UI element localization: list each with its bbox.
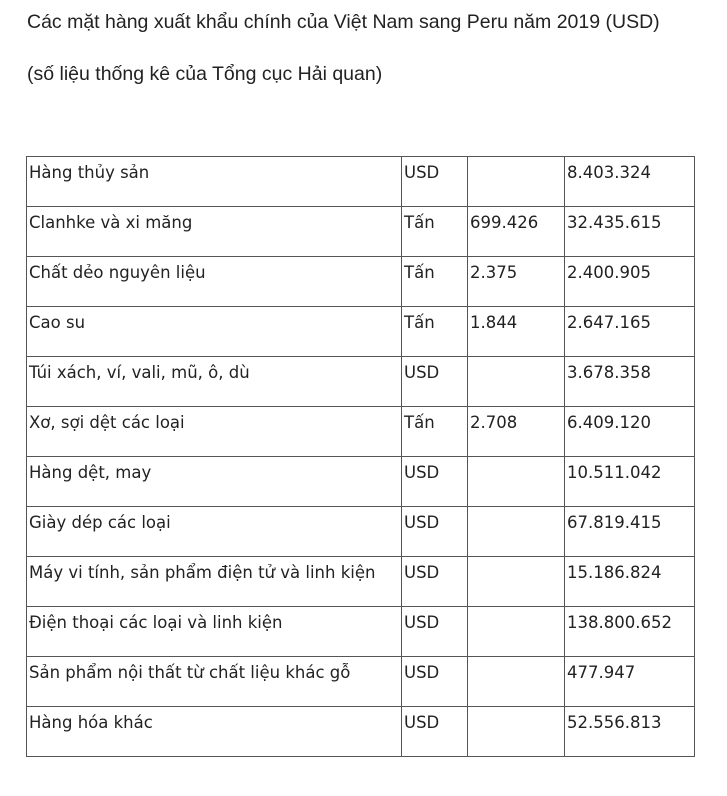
item-cell: Túi xách, ví, vali, mũ, ô, dù xyxy=(27,357,402,407)
item-cell: Chất dẻo nguyên liệu xyxy=(27,257,402,307)
value-cell: 15.186.824 xyxy=(565,557,695,607)
table-row xyxy=(27,307,695,357)
value-cell: 2.647.165 xyxy=(565,307,695,357)
table-row xyxy=(27,157,695,207)
unit-cell: Tấn xyxy=(402,307,468,357)
export-table-body xyxy=(27,157,695,757)
table-row xyxy=(27,207,695,257)
quantity-cell xyxy=(468,357,565,407)
table-row xyxy=(27,507,695,557)
item-cell: Cao su xyxy=(27,307,402,357)
item-cell: Hàng dệt, may xyxy=(27,457,402,507)
unit-cell: USD xyxy=(402,607,468,657)
quantity-cell xyxy=(468,457,565,507)
page-title: Các mặt hàng xuất khẩu chính của Việt Nam sang Peru năm 2019 (USD) xyxy=(27,11,660,33)
unit-cell: USD xyxy=(402,707,468,757)
item-cell: Sản phẩm nội thất từ chất liệu khác gỗ xyxy=(27,657,402,707)
quantity-cell xyxy=(468,707,565,757)
table-row xyxy=(27,607,695,657)
value-cell: 6.409.120 xyxy=(565,407,695,457)
unit-cell: Tấn xyxy=(402,407,468,457)
unit-cell: USD xyxy=(402,557,468,607)
table-row xyxy=(27,257,695,307)
unit-cell: USD xyxy=(402,157,468,207)
page-subtitle: (số liệu thống kê của Tổng cục Hải quan) xyxy=(27,63,383,85)
table-row xyxy=(27,557,695,607)
item-cell: Hàng thủy sản xyxy=(27,157,402,207)
table-row xyxy=(27,657,695,707)
value-cell: 67.819.415 xyxy=(565,507,695,557)
export-table xyxy=(26,156,695,757)
value-cell: 138.800.652 xyxy=(565,607,695,657)
value-cell: 10.511.042 xyxy=(565,457,695,507)
quantity-cell: 2.375 xyxy=(468,257,565,307)
unit-cell: USD xyxy=(402,457,468,507)
quantity-cell xyxy=(468,557,565,607)
value-cell: 2.400.905 xyxy=(565,257,695,307)
table-row xyxy=(27,357,695,407)
value-cell: 8.403.324 xyxy=(565,157,695,207)
value-cell: 477.947 xyxy=(565,657,695,707)
unit-cell: USD xyxy=(402,657,468,707)
unit-cell: Tấn xyxy=(402,207,468,257)
item-cell: Điện thoại các loại và linh kiện xyxy=(27,607,402,657)
quantity-cell xyxy=(468,607,565,657)
unit-cell: USD xyxy=(402,357,468,407)
item-cell: Hàng hóa khác xyxy=(27,707,402,757)
item-cell: Xơ, sợi dệt các loại xyxy=(27,407,402,457)
value-cell: 52.556.813 xyxy=(565,707,695,757)
quantity-cell xyxy=(468,157,565,207)
item-cell: Clanhke và xi măng xyxy=(27,207,402,257)
unit-cell: Tấn xyxy=(402,257,468,307)
unit-cell: USD xyxy=(402,507,468,557)
quantity-cell: 2.708 xyxy=(468,407,565,457)
table-row xyxy=(27,407,695,457)
table-row xyxy=(27,707,695,757)
value-cell: 3.678.358 xyxy=(565,357,695,407)
quantity-cell: 1.844 xyxy=(468,307,565,357)
quantity-cell xyxy=(468,657,565,707)
quantity-cell xyxy=(468,507,565,557)
item-cell: Giày dép các loại xyxy=(27,507,402,557)
quantity-cell: 699.426 xyxy=(468,207,565,257)
value-cell: 32.435.615 xyxy=(565,207,695,257)
item-cell: Máy vi tính, sản phẩm điện tử và linh kiện xyxy=(27,557,402,607)
table-row xyxy=(27,457,695,507)
